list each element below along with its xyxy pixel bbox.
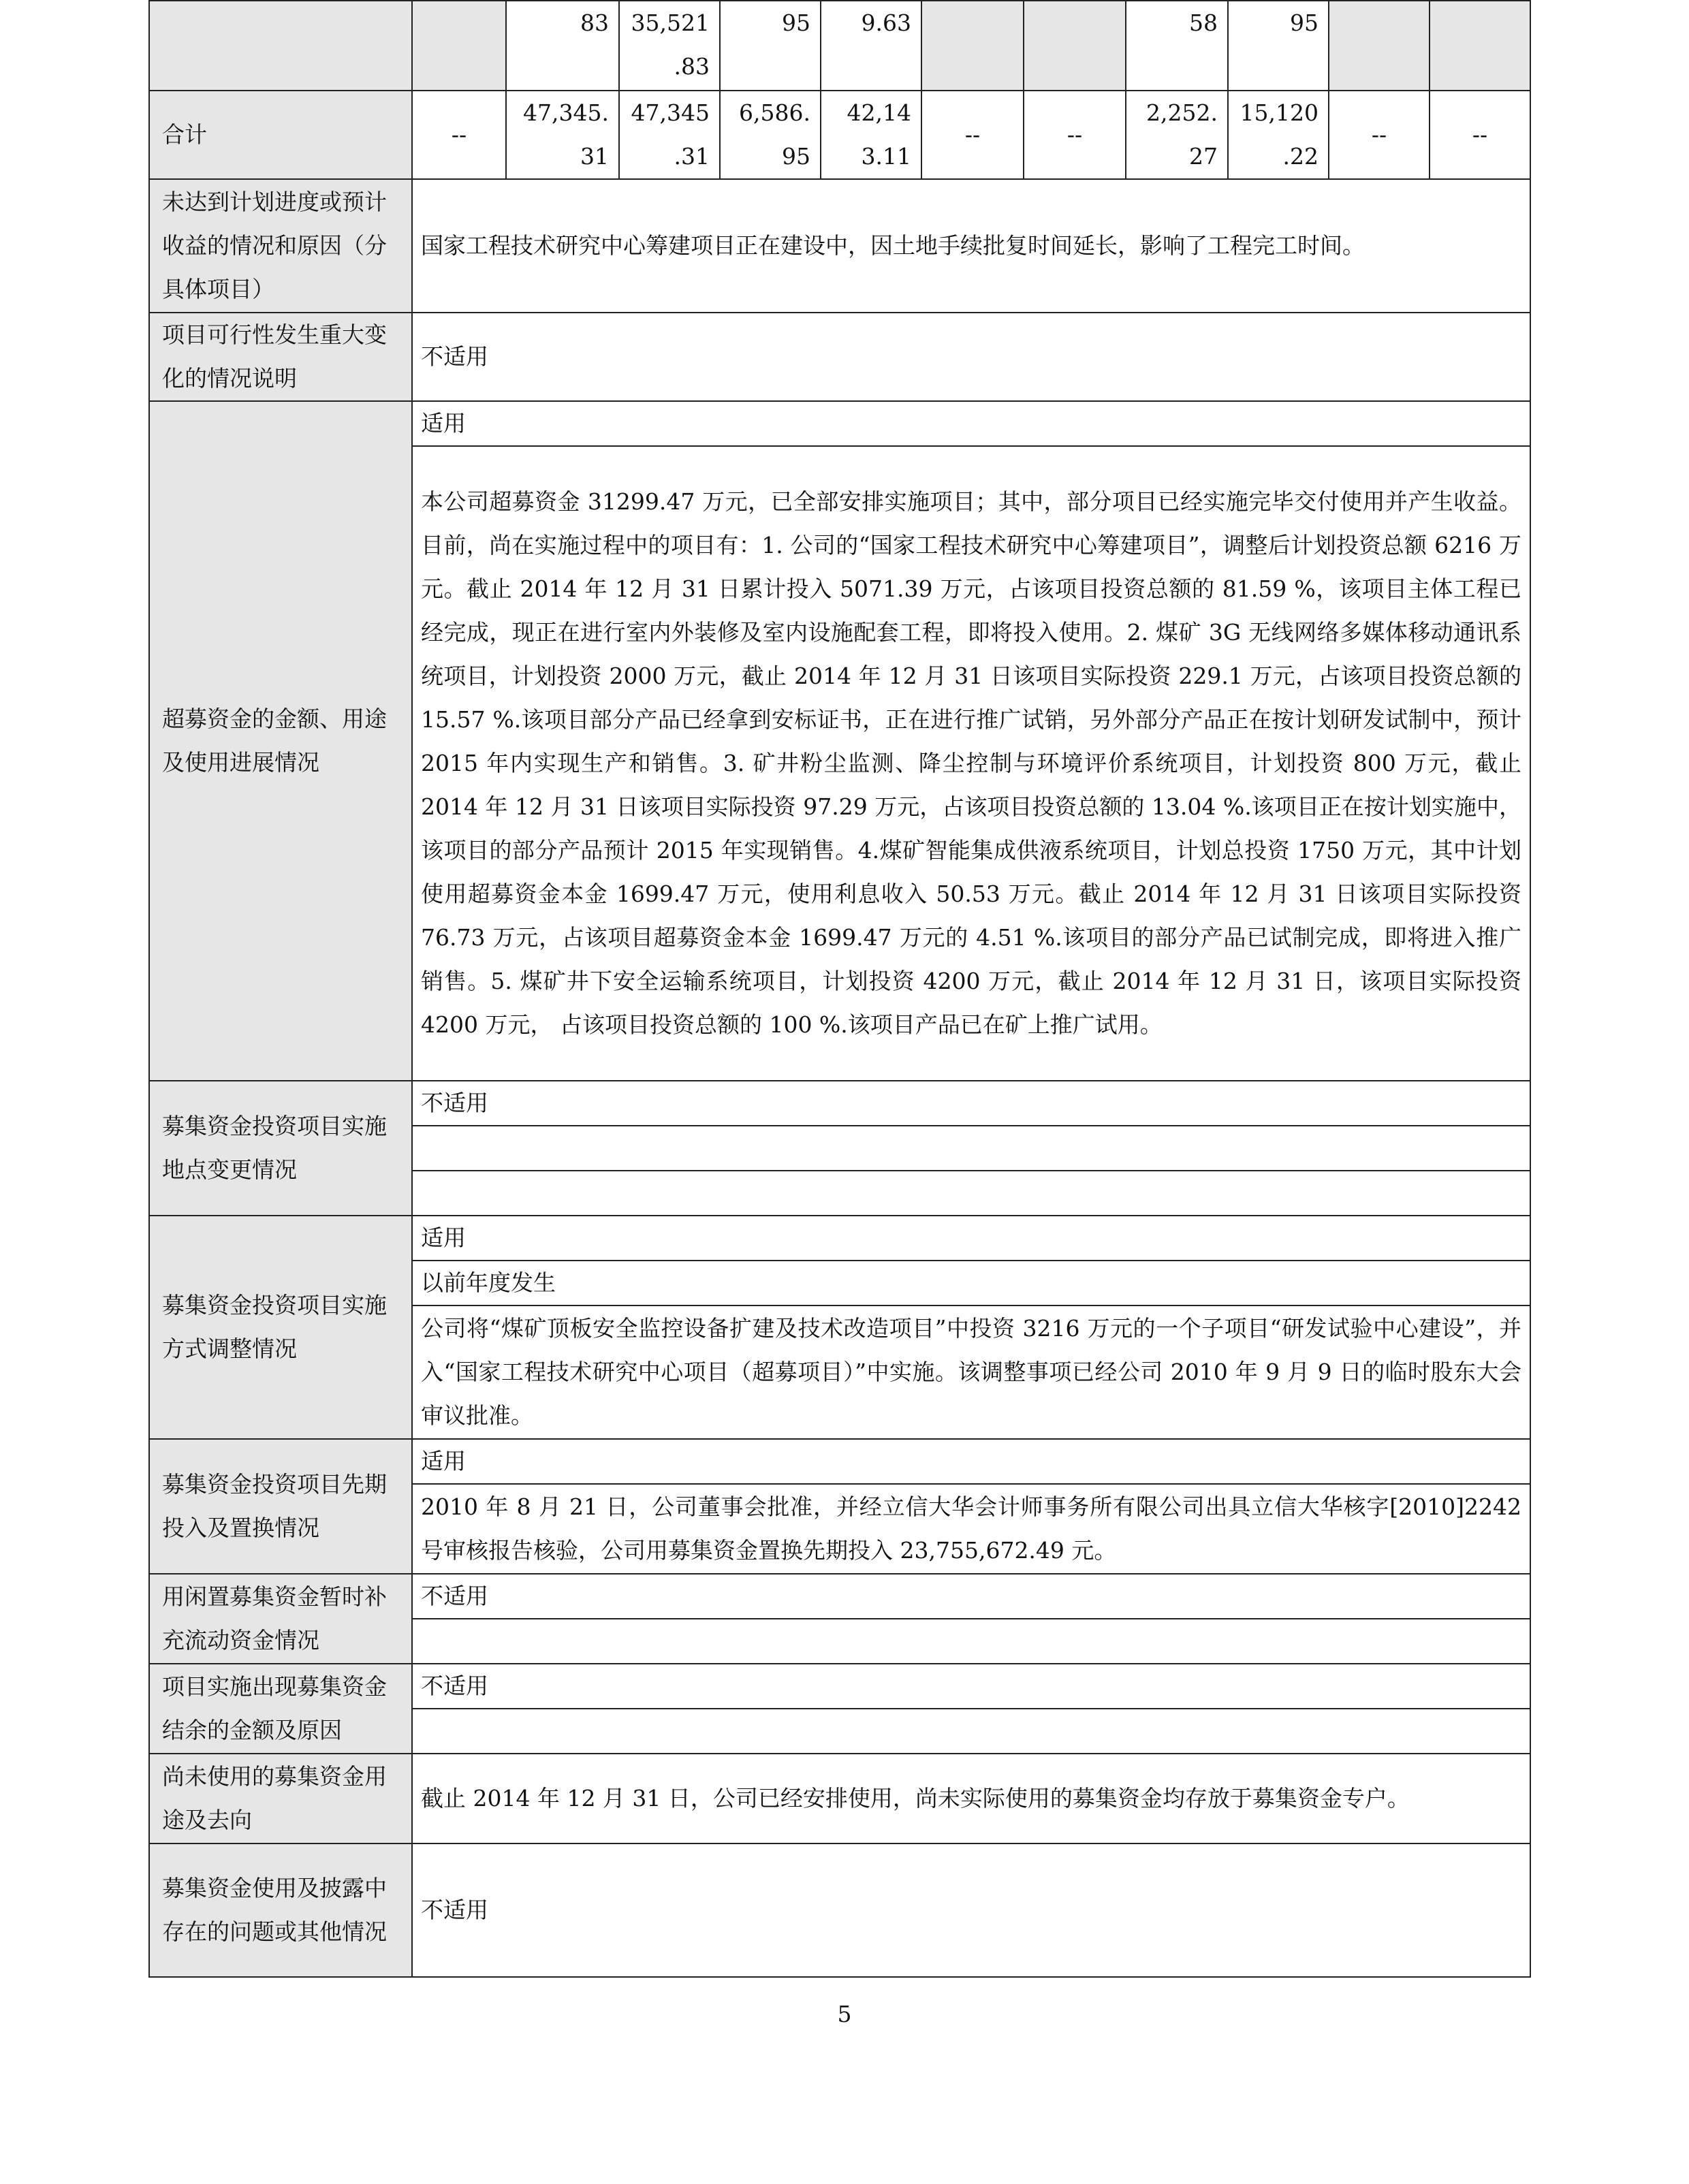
section-over-raised [149,401,1530,446]
section-status: 适用 [412,1439,1530,1484]
section-method-adjust [149,1216,1530,1261]
section-label: 项目实施出现募集资金结余的金额及原因 [149,1664,412,1754]
cell-value: .22 [1282,143,1319,170]
page-number: 5 [837,2001,852,2027]
cell-value: 58 [1189,10,1218,36]
cell-value: 9.63 [861,10,911,36]
section-label: 募集资金使用及披露中存在的问题或其他情况 [149,1843,412,1977]
cell-value: 95 [782,10,810,36]
section-idle-funds [149,1574,1530,1619]
cell-value: 95 [1290,10,1319,36]
cell-value: -- [1329,91,1430,179]
section-status: 不适用 [412,1081,1530,1126]
cell-value: 6,586. [739,99,810,126]
cell-value: -- [1024,91,1126,179]
cell-value: 31 [580,143,609,170]
row-label [149,1,412,91]
cell-value: -- [921,91,1024,179]
section-status: 适用 [412,401,1530,446]
table-row-continued [149,1,1530,91]
section-prior-invest [149,1439,1530,1484]
section-surplus [149,1664,1530,1709]
cell-value: 83 [580,10,609,36]
cell-value: 47,345. [523,99,609,126]
section-label: 尚未使用的募集资金用途及去向 [149,1754,412,1843]
cell-value: 42,14 [847,99,911,126]
cell-value: 95 [782,143,810,170]
total-label: 合计 [149,91,412,179]
cell-value: 27 [1189,143,1218,170]
section-status: 不适用 [412,1664,1530,1709]
section-label: 项目可行性发生重大变化的情况说明 [149,313,412,401]
section-feasibility [149,313,1530,401]
section-status: 适用 [412,1216,1530,1261]
cell-value: -- [412,91,506,179]
section-location-change [149,1081,1530,1126]
cell-value: 15,120 [1240,99,1319,126]
section-label: 用闲置募集资金暂时补充流动资金情况 [149,1574,412,1664]
cell-value: 47,345 [631,99,710,126]
section-text: 2010 年 8 月 21 日，公司董事会批准，并经立信大华会计师事务所有限公司出具立信大华核字[2010]2242 号审核报告核验，公司用募集资金置换先期投入 23,755,672.49 元。 [412,1484,1530,1574]
total-row [149,91,1530,179]
fund-usage-table [148,0,1531,1978]
section-label: 未达到计划进度或预计收益的情况和原因（分具体项目） [149,179,412,313]
section-problems [149,1843,1530,1977]
section-text: 截止 2014 年 12 月 31 日，公司已经安排使用，尚未实际使用的募集资金均存放于募集资金专户。 [412,1754,1530,1843]
section-text: 国家工程技术研究中心筹建项目正在建设中，因土地手续批复时间延长，影响了工程完工时间。 [412,179,1530,313]
section-not-reached [149,179,1530,313]
cell-value: 3.11 [861,143,911,170]
section-label: 募集资金投资项目实施方式调整情况 [149,1216,412,1439]
section-label: 募集资金投资项目实施地点变更情况 [149,1081,412,1216]
section-when: 以前年度发生 [412,1261,1530,1305]
cell-value: .83 [674,53,710,80]
section-status: 不适用 [412,1574,1530,1619]
section-text: 公司将“煤矿顶板安全监控设备扩建及技术改造项目”中投资 3216 万元的一个子项目“研发试验中心建设”，并入“国家工程技术研究中心项目（超募项目）”中实施。该调整事项已经公司 2010 年 9 月 9 日的临时股东大会审议批准。 [412,1305,1530,1439]
section-unused [149,1754,1530,1843]
cell-value: -- [1430,91,1530,179]
section-text: 不适用 [412,1843,1530,1977]
cell-value: 2,252. [1146,99,1218,126]
section-text: 不适用 [412,313,1530,401]
cell-value: .31 [674,143,710,170]
section-label: 超募资金的金额、用途及使用进展情况 [149,401,412,1081]
cell-value: 35,521 [631,10,710,36]
section-label: 募集资金投资项目先期投入及置换情况 [149,1439,412,1574]
section-text: 本公司超募资金 31299.47 万元，已全部安排实施项目；其中，部分项目已经实施完毕交付使用并产生收益。目前，尚在实施过程中的项目有：1. 公司的“国家工程技术研究中心筹建项目”，调整后计划投资总额 6216 万元。截止 2014 年 12 月 31 日累计投入 5071.39 万元，占该项目投资总额的 81.59 %，该项目主体工程已经完成，现正在进行室内外装修及室内设施配套工程，即将投入使用。2. 煤矿 3G 无线网络多媒体移动通讯系统项目，计划投资 2000 万元，截止 2014 年 12 月 31 日该项目实际投资 229.1 万元，占该项目投资总额的 15.57 %.该项目部分产品已经拿到安标证书，正在进行推广试销，另外部分产品正在按计划研发试制中，预计 2015 年内实现生产和销售。3. 矿井粉尘监测、降尘控制与环境评价系统项目，计划投资 800 万元，截止 2014 年 12 月 31 日该项目实际投资 97.29 万元，占该项目投资总额的 13.04 %.该项目正在按计划实施中，该项目的部分产品预计 2015 年实现销售。4.煤矿智能集成供液系统项目，计划总投资 1750 万元，其中计划使用超募资金本金 1699.47 万元，使用利息收入 50.53 万元。截止 2014 年 12 月 31 日该项目实际投资 76.73 万元，占该项目超募资金本金 1699.47 万元的 4.51 %.该项目的部分产品已试制完成，即将进入推广销售。5. 煤矿井下安全运输系统项目，计划投资 4200 万元，截止 2014 年 12 月 31 日，该项目实际投资 4200 万元， 占该项目投资总额的 100 %.该项目产品已在矿上推广试用。 [412,446,1530,1081]
